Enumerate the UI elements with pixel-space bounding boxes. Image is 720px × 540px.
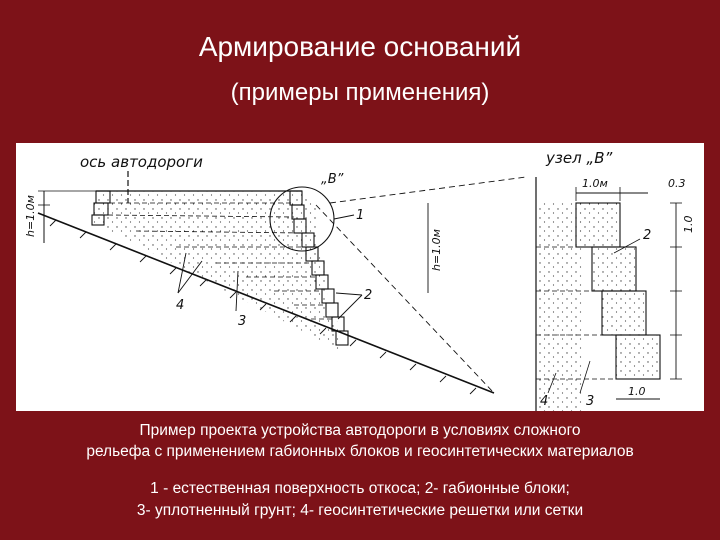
road-axis-label: ось автодороги <box>80 153 203 171</box>
legend-line-2: 3- уплотненный грунт; 4- геосинтетические решетки или сетки <box>136 502 584 519</box>
figure-caption <box>20 420 700 462</box>
slide-subtitle: (примеры применения) <box>230 79 490 106</box>
detail-b-leader <box>330 177 526 203</box>
detail-callout-2: 2 <box>643 228 652 243</box>
detail-gabion-2 <box>592 247 636 291</box>
legend-line-1: 1 - естественная поверхность откоса; 2- габионные блоки; <box>150 480 570 497</box>
drawing-canvas <box>16 143 704 411</box>
node-ref-label: „В” <box>321 172 344 187</box>
detail-offset: 0.3 <box>668 177 686 190</box>
slope-leader <box>316 205 494 393</box>
detail-gabion-1 <box>576 203 620 247</box>
detail-callout-4: 4 <box>540 394 549 409</box>
title-block <box>0 30 720 108</box>
callout-4: 4 <box>176 298 185 313</box>
callout-1: 1 <box>356 208 365 223</box>
callout-2: 2 <box>364 288 373 303</box>
figure-legend <box>20 478 700 522</box>
slide-title: Армирование оснований <box>198 31 522 62</box>
detail-width-bottom: 1.0 <box>628 385 646 398</box>
height-left-label: h=1.0м <box>24 195 37 237</box>
detail-gabion-4 <box>616 335 660 379</box>
caption-line-2: рельефа с применением габионных блоков и геосинтетических материалов <box>86 443 634 460</box>
caption-line-1: Пример проекта устройства автодороги в условиях сложного <box>139 422 581 439</box>
road-section-drawing <box>38 171 526 394</box>
detail-title: узел „В” <box>546 149 613 167</box>
detail-gabion-3 <box>602 291 646 335</box>
engineering-drawing <box>16 143 704 411</box>
callout-3: 3 <box>238 314 247 329</box>
detail-b-drawing <box>536 177 682 411</box>
detail-height: 1.0 <box>682 215 695 233</box>
detail-callout-3: 3 <box>586 394 595 409</box>
height-mid-label: h=1.0м <box>430 229 443 271</box>
detail-width-top: 1.0м <box>582 177 608 190</box>
